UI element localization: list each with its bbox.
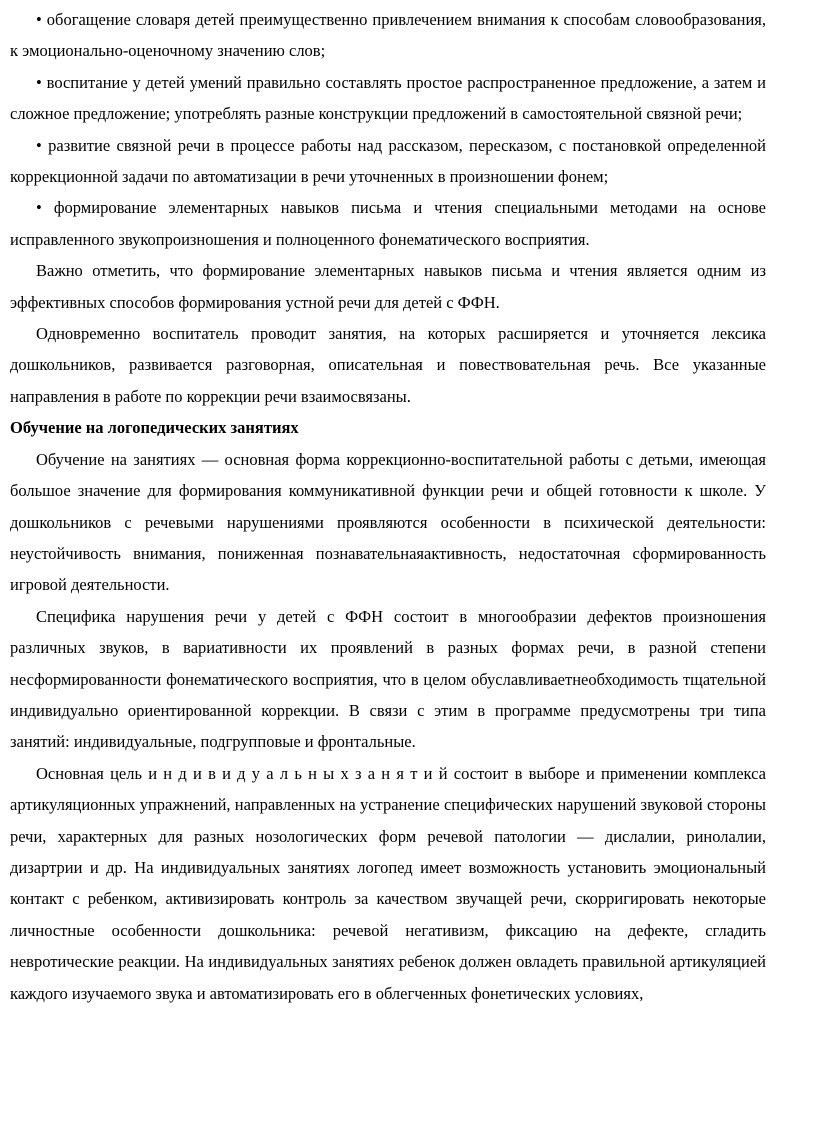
paragraph-lessons: Обучение на занятиях — основная форма коррекционно-воспитательной работы с детьми, имеющая большое значение для формирования коммуникативной функции речи и общей готовности к школе. У дошкольников с речевыми нарушениями проявляются особенности в психической деятельности: неустойчивость внимания, пониженная познавательнаяактивность, недостаточная сформированность игровой деятельности. [10,449,766,595]
paragraph-individual-lessons: Основная цель и н д и в и д у а л ь н ы х з а н я т и й состоит в выборе и применении комплекса артикуляционных упражнений, направленных на устранение специфических нарушений звуковой стороны речи, характерных для разных нозологических форм речевой патологии — дислалии, ринолалии, дизартрии и др. На индивидуальных занятиях логопед имеет возможность установить эмоциональный контакт с ребенком, активизировать контроль за качеством звучащей речи, скорригировать некоторые личностные особенности дошкольника: речевой негативизм, фиксацию на дефекте, сгладить невротические реакции. На индивидуальных занятиях ребенок должен овладеть правильной артикуляцией каждого изучаемого звука и автоматизировать его в облегченных фонетических условиях, [10,763,766,1003]
bullet-vocabulary: • обогащение словаря детей преимущественно привлечением внимания к способам словообразования, к эмоционально-оценочному значению слов; [10,10,766,61]
bullet-reading-writing: • формирование элементарных навыков письма и чтения специальными методами на основе исправленного звукопроизношения и полноценного фонематического восприятия. [10,198,766,249]
bullet-connected-speech: • развитие связной речи в процессе работы над рассказом, пересказом, с постановкой определенной коррекционной задачи по автоматизации в речи уточненных в произношении фонем; [10,135,766,187]
paragraph-important: Важно отметить, что формирование элементарных навыков письма и чтения является одним из эффективных способов формирования устной речи для детей с ФФН. [10,261,766,312]
section-heading: Обучение на логопедических занятиях [10,418,299,438]
bullet-sentences: • воспитание у детей умений правильно составлять простое распространенное предложение, а затем и сложное предложение; употреблять разные конструкции предложений в самостоятельной связной речи; [10,72,766,124]
paragraph-specifics: Специфика нарушения речи у детей с ФФН состоит в многообразии дефектов произношения различных звуков, в вариативности их проявлений в разных формах речи, в разной степени несформированности фонематического восприятия, что в целом обуславливаетнеобходимость тщательной индивидуально ориентированной коррекции. В связи с этим в программе предусмотрены три типа занятий: индивидуальные, подгрупповые и фронтальные. [10,606,766,752]
paragraph-educator: Одновременно воспитатель проводит занятия, на которых расширяется и уточняется лексика дошкольников, развивается разговорная, описательная и повествовательная речь. Все указанные направления в работе по коррекции речи взаимосвязаны. [10,324,766,406]
